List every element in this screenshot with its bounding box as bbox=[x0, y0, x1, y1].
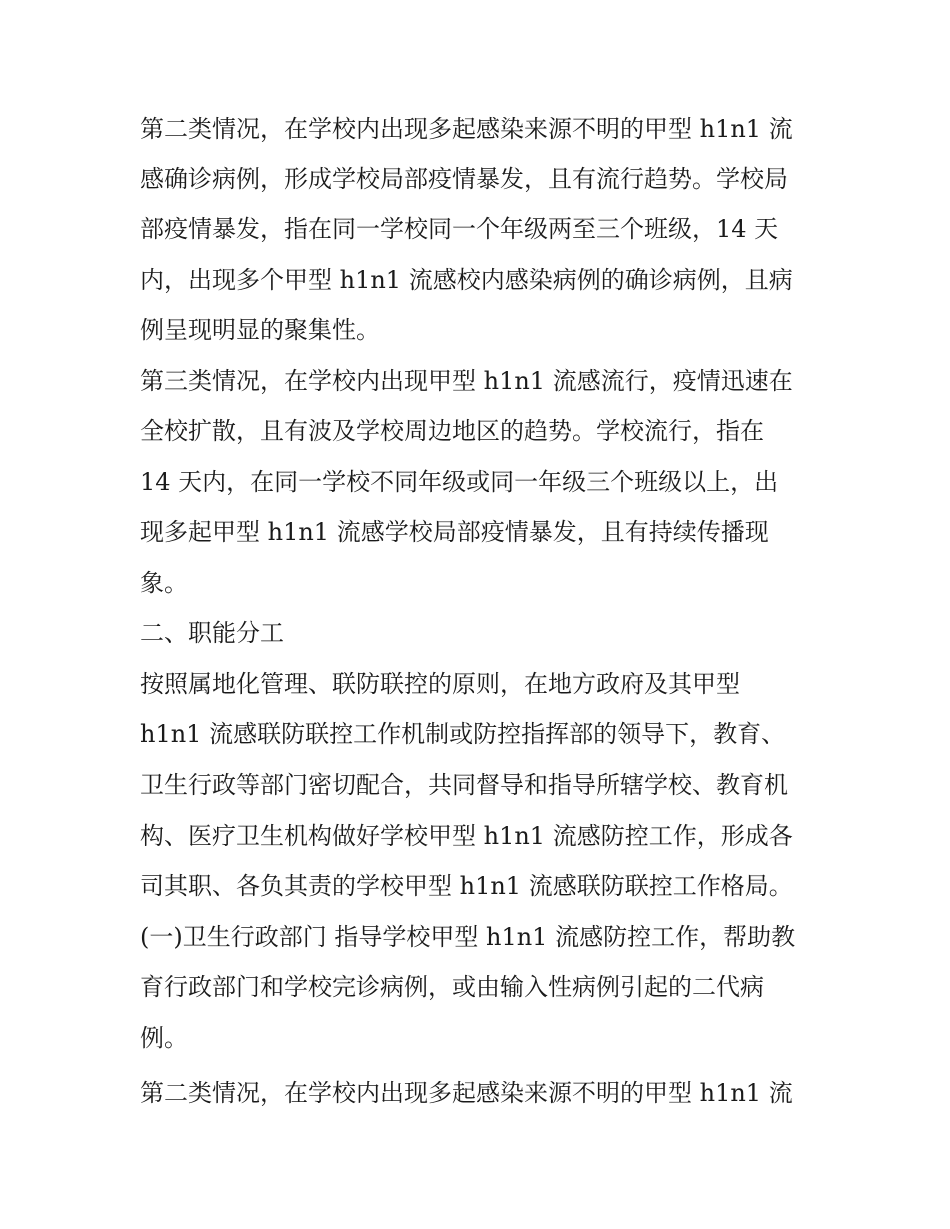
text-line: h1n1 流感联防联控工作机制或防控指挥部的领导下，教育、 bbox=[140, 720, 786, 748]
text-line: 司其职、各负其责的学校甲型 h1n1 流感联防联控工作格局。 bbox=[140, 872, 793, 900]
text-line: 例。 bbox=[140, 1024, 188, 1052]
text-line: 构、医疗卫生机构做好学校甲型 h1n1 流感防控工作，形成各 bbox=[140, 822, 793, 850]
text-line: 卫生行政等部门密切配合，共同督导和指导所辖学校、教育机 bbox=[140, 771, 788, 799]
text-line: 第三类情况，在学校内出现甲型 h1n1 流感流行，疫情迅速在 bbox=[140, 367, 793, 395]
text-line: 第二类情况，在学校内出现多起感染来源不明的甲型 h1n1 流 bbox=[140, 115, 793, 143]
text-line: 14 天内，在同一学校不同年级或同一年级三个班级以上，出 bbox=[140, 468, 779, 496]
text-line: 育行政部门和学校完诊病例，或由输入性病例引起的二代病 bbox=[140, 973, 764, 1001]
text-line: 全校扩散，且有波及学校周边地区的趋势。学校流行，指在 bbox=[140, 417, 764, 445]
text-line: 现多起甲型 h1n1 流感学校局部疫情暴发，且有持续传播现 bbox=[140, 518, 769, 546]
text-line: 第二类情况，在学校内出现多起感染来源不明的甲型 h1n1 流 bbox=[140, 1079, 793, 1107]
text-line: 按照属地化管理、联防联控的原则，在地方政府及其甲型 bbox=[140, 670, 740, 698]
text-line: (一)卫生行政部门 指导学校甲型 h1n1 流感防控工作，帮助教 bbox=[140, 923, 796, 951]
text-line: 象。 bbox=[140, 569, 188, 597]
text-line: 例呈现明显的聚集性。 bbox=[140, 316, 380, 344]
text-line: 内，出现多个甲型 h1n1 流感校内感染病例的确诊病例，且病 bbox=[140, 266, 793, 294]
text-line: 感确诊病例，形成学校局部疫情暴发，且有流行趋势。学校局 bbox=[140, 165, 788, 193]
text-line: 部疫情暴发，指在同一学校同一个年级两至三个班级，14 天 bbox=[140, 215, 779, 243]
section-heading: 二、职能分工 bbox=[140, 619, 284, 647]
